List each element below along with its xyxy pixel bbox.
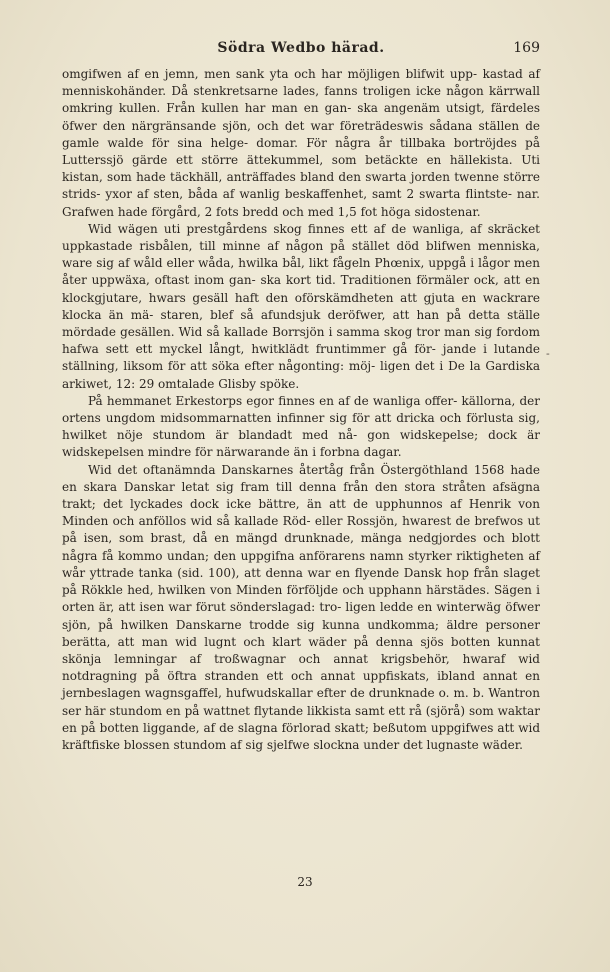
page-number: 169 (513, 40, 540, 56)
paragraph-1: omgifwen af en jemn, men sank yta och har möjligen blifwit upp- kastad af menniskohänder. Då stenkretsarne lades, fanns troligen icke någon kärrwall omkring kullen. Från kullen har man en gan- ska angenäm utsigt, färdeles öfwer den närgränsande sjön, och det war företrädeswis sådana ställen de gamle walde för sina helge- domar. För några år tillbaka bortröjdes på Lutterssjö gärde ett större ättekummel, som betäckte en hällekista. Uti kistan, som hade täckhäll, anträffades bland den swarta jorden twenne större strids- yxor af sten, båda af wanlig beskaffenhet, samt 2 swarta flintste- nar. Grafwen hade förgård, 2 fots bredd och med 1,5 fot höga sidostenar. (62, 67, 540, 219)
paragraph-4: Wid det oftanämnda Danskarnes återtåg från Östergöthland 1568 hade en skara Danskar letat sig fram till denna från den stora stråten afsägna trakt; det lyckades dock icke bättre, än att de upphunnos af Henrik von Minden och anföllos wid så kallade Röd- eller Rossjön, hwarest de brefwos ut på isen, som brast, då en mängd drunknade, mänga nedgjordes och blott några få kommo undan; den uppgifna anförarens namn styrker riktigheten af wår yttrade tanka (sid. 100), att denna war en flyende Dansk hop från slaget på Rökkle hed, hwilken von Minden förföljde och upphann härstädes. Sägen i orten är, att isen war förut sönderslagad: tro- ligen ledde en winterwäg öfwer sjön, på hwilken Danskarne trodde sig kunna undkomma; äldre personer berätta, att man wid lugnt och klart wäder på denna sjös botten kunnat skönja lemningar af troßwagnar och annat krigsbehör, hwaraf wid notdragning på öftra stranden ett och annat uppfiskats, ibland annat en jernbeslagen wagnsgaffel, hufwudskallar efter de drunknade o. m. b. Wantron ser här stundom en på wattnet flytande likkista samt ett rå (sjörå) som waktar en på botten liggande, af de slagna förlorad skatt; beßutom uppgifwes att wid kräftfiske blossen stundom af sig sjelfwe slockna under det lugnaste wäder. (62, 462, 540, 752)
running-title: Södra Wedbo härad. (217, 40, 385, 56)
signature-mark: 23 (297, 875, 313, 889)
body-text (62, 66, 540, 754)
paragraph-2: Wid wägen uti prestgårdens skog finnes ett af de wanliga, af skräcket uppkastade risbålen, till minne af någon på stället död blifwen menniska, ware sig af wåld eller wåda, hwilka bål, likt fågeln Phœnix, uppgå i lågor men åter uppwäxa, oftast inom gan- ska kort tid. Traditionen förmäler ock, att en klockgjutare, hwars gesäll haft den oförskämdheten att gjuta en wackrare klocka än mä- staren, blef så afundsjuk deröfwer, att han på detta ställe mördade gesällen. Wid så kallade Borrsjön i samma skog tror man sig fordom hafwa sett ett myckel långt, hwitklädt fruntimmer gå för- jande i lutande ställning, liksom för att söka efter någonting: möj- ligen det i De la Gardiska arkiwet, 12: 29 omtalade Glisby spöke. (62, 221, 540, 391)
margin-mark: - (546, 347, 550, 360)
page-header (62, 40, 540, 60)
paragraph-3: På hemmanet Erkestorps egor finnes en af de wanliga offer- källorna, der ortens ungdom midsommarnatten infinner sig för att dricka och förlusta sig, hwilket nöje stundom är blandadt med nå- gon widskepelse; dock är widskepelsen mindre för närwarande än i forbna dagar. (62, 393, 540, 460)
